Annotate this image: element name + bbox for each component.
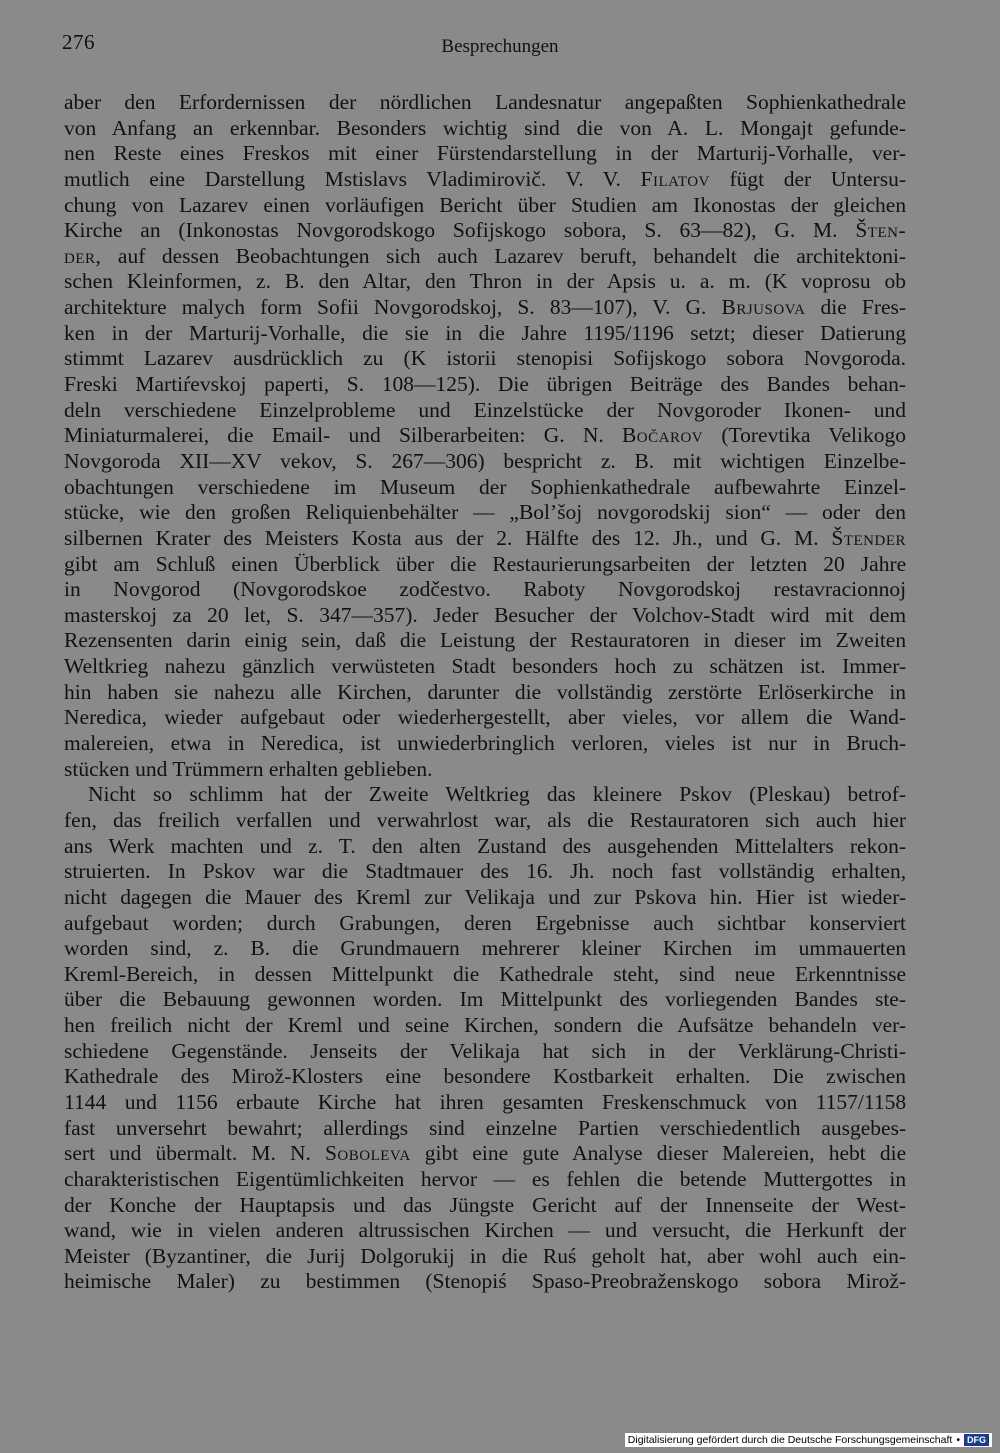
text-line: gibt am Schluß einen Überblick über die Restaurierungsarbeiten der letzten 20 Jahre — [64, 551, 906, 576]
body-text — [64, 90, 906, 1321]
text-line: aber den Erfordernissen der nördlichen Landesnatur angepaßten Sophienkathedrale — [64, 90, 906, 114]
text-line: sert und übermalt. M. N. Soboleva gibt eine gute Analyse dieser Malereien, hebt die — [64, 1141, 906, 1166]
text-line: der, auf dessen Beobachtungen sich auch Lazarev beruft, behandelt die architektoni- — [64, 243, 906, 268]
text-line: Miniaturmalerei, die Email- und Silberarbeiten: G. N. Bočarov (Torevtika Velikogo — [64, 423, 906, 448]
text-line: ans Werk machten und z. T. den alten Zustand des ausgehenden Mittelalters rekon- — [64, 833, 906, 858]
text-line: struierten. In Pskov war die Stadtmauer des 16. Jh. noch fast vollständig erhalten, — [64, 859, 906, 884]
text-line — [64, 1295, 906, 1321]
text-line: Rezensenten darin einig sein, daß die Leistung der Restauratoren in dieser im Zweiten — [64, 628, 906, 653]
paragraph-end-line: stücken und Trümmern erhalten geblieben. — [64, 756, 433, 781]
page-number: 276 — [62, 30, 95, 54]
text-line: stimmt Lazarev ausdrücklich zu (K istorii stenopisi Sofijskogo sobora Novgoroda. — [64, 346, 906, 371]
text-line: Freski Martiŕevskoj paperti, S. 108—125). Die übrigen Beiträge des Bandes behan- — [64, 372, 906, 397]
text-line: Weltkrieg nahezu gänzlich verwüsteten Stadt besonders hoch zu schätzen ist. Immer- — [64, 654, 906, 679]
text-line: Kathedrale des Mirož-Klosters eine besondere Kostbarkeit erhalten. Die zwischen — [64, 1064, 906, 1089]
text-line: heimische Maler) zu bestimmen (Stenopiś Spaso-Preobraženskogo sobora Mirož- — [64, 1269, 906, 1294]
text-line: ken in der Marturij-Vorhalle, die sie in die Jahre 1195/1196 setzt; dieser Datierung — [64, 320, 906, 345]
text-line: Neredica, wieder aufgebaut oder wiederhergestellt, aber vieles, vor allem die Wand- — [64, 705, 906, 730]
text-line: schiedene Gegenstände. Jenseits der Velikaja hat sich in der Verklärung-Christi- — [64, 1038, 906, 1063]
text-line: deln verschiedene Einzelprobleme und Einzelstücke der Novgoroder Ikonen- und — [64, 397, 906, 422]
text-line: Meister (Byzantiner, die Jurij Dolgorukij in die Ruś geholt hat, aber wohl auch ein- — [64, 1243, 906, 1268]
paragraph-start-line: Nicht so schlimm hat der Zweite Weltkrieg das kleinere Pskov (Pleskau) betrof- — [88, 782, 906, 807]
digitization-credit: Digitalisierung gefördert durch die Deutsche Forschungsgemeinschaft — [627, 1434, 953, 1446]
text-line: Novgoroda XII—XV vekov, S. 267—306) bespricht z. B. mit wichtigen Einzelbe- — [64, 448, 906, 473]
dfg-logo: DFG — [964, 1434, 989, 1446]
text-line: fen, das freilich verfallen und verwahrlost war, als die Restauratoren sich auch hier — [64, 807, 906, 832]
text-line: in Novgorod (Novgorodskoe zodčestvo. Raboty Novgorodskoj restavracionnoj — [64, 577, 906, 602]
text-line: nicht dagegen die Mauer des Kreml zur Velikaja und zur Pskova hin. Hier ist wieder- — [64, 884, 906, 909]
text-line: wand, wie in vielen anderen altrussischen Kirchen — und versucht, die Herkunft der — [64, 1218, 906, 1243]
text-line: stücke, wie den großen Reliquienbehälter — „Bol’šoj novgorodskij sion“ — oder den — [64, 500, 906, 525]
text-line: mutlich eine Darstellung Mstislavs Vladimirovič. V. V. Filatov fügt der Untersu- — [64, 166, 906, 191]
text-line: der Konche der Hauptapsis und das Jüngste Gericht auf der Innenseite der West- — [64, 1192, 906, 1217]
running-head: Besprechungen — [441, 36, 559, 57]
text-line: chung von Lazarev einen vorläufigen Bericht über Studien am Ikonostas der gleichen — [64, 192, 906, 217]
text-line: fast unversehrt bewahrt; allerdings sind einzelne Partien verschiedentlich ausgebes- — [64, 1115, 906, 1140]
text-line: charakteristischen Eigentümlichkeiten hervor — es fehlen die betende Muttergottes in — [64, 1166, 906, 1191]
digitization-credit-bar — [625, 1433, 992, 1447]
text-line: silbernen Krater des Meisters Kosta aus der 2. Hälfte des 12. Jh., und G. M. Štender — [64, 525, 906, 550]
text-line: masterskoj za 20 let, S. 347—357). Jeder Besucher der Volchov-Stadt wird mit dem — [64, 602, 906, 627]
text-line: hen freilich nicht der Kreml und seine Kirchen, sondern die Aufsätze behandeln ver- — [64, 1013, 906, 1038]
text-line: über die Bebauung gewonnen worden. Im Mittelpunkt des vorliegenden Bandes ste- — [64, 987, 906, 1012]
text-line: von Anfang an erkennbar. Besonders wichtig sind die von A. L. Mongajt gefunde- — [64, 115, 906, 140]
text-line: 1144 und 1156 erbaute Kirche hat ihren gesamten Freskenschmuck von 1157/1158 — [64, 1089, 906, 1114]
text-line: Kirche an (Inkonostas Novgorodskogo Sofijskogo sobora, S. 63—82), G. M. Šten- — [64, 218, 906, 243]
text-line: aufgebaut worden; durch Grabungen, deren Ergebnisse auch sichtbar konserviert — [64, 910, 906, 935]
text-line: Kreml-Bereich, in dessen Mittelpunkt die Kathedrale steht, sind neue Erkenntnisse — [64, 961, 906, 986]
text-line: architekture malych form Sofii Novgorodskoj, S. 83—107), V. G. Brjusova die Fres- — [64, 295, 906, 320]
text-line: hin haben sie nahezu alle Kirchen, darunter die vollständig zerstörte Erlöserkirche in — [64, 679, 906, 704]
text-line: worden sind, z. B. die Grundmauern mehrerer kleiner Kirchen im ummauerten — [64, 936, 906, 961]
text-line: obachtungen verschiedene im Museum der Sophienkathedrale aufbewahrte Einzel- — [64, 474, 906, 499]
credit-separator: • — [956, 1434, 960, 1446]
text-line: schen Kleinformen, z. B. den Altar, den Thron in der Apsis u. a. m. (K voprosu ob — [64, 269, 906, 294]
text-line: nen Reste eines Freskos mit einer Fürstendarstellung in der Marturij-Vorhalle, ver- — [64, 141, 906, 166]
text-line: malereien, etwa in Neredica, ist unwiederbringlich verloren, vieles ist nur in Bruch- — [64, 731, 906, 756]
